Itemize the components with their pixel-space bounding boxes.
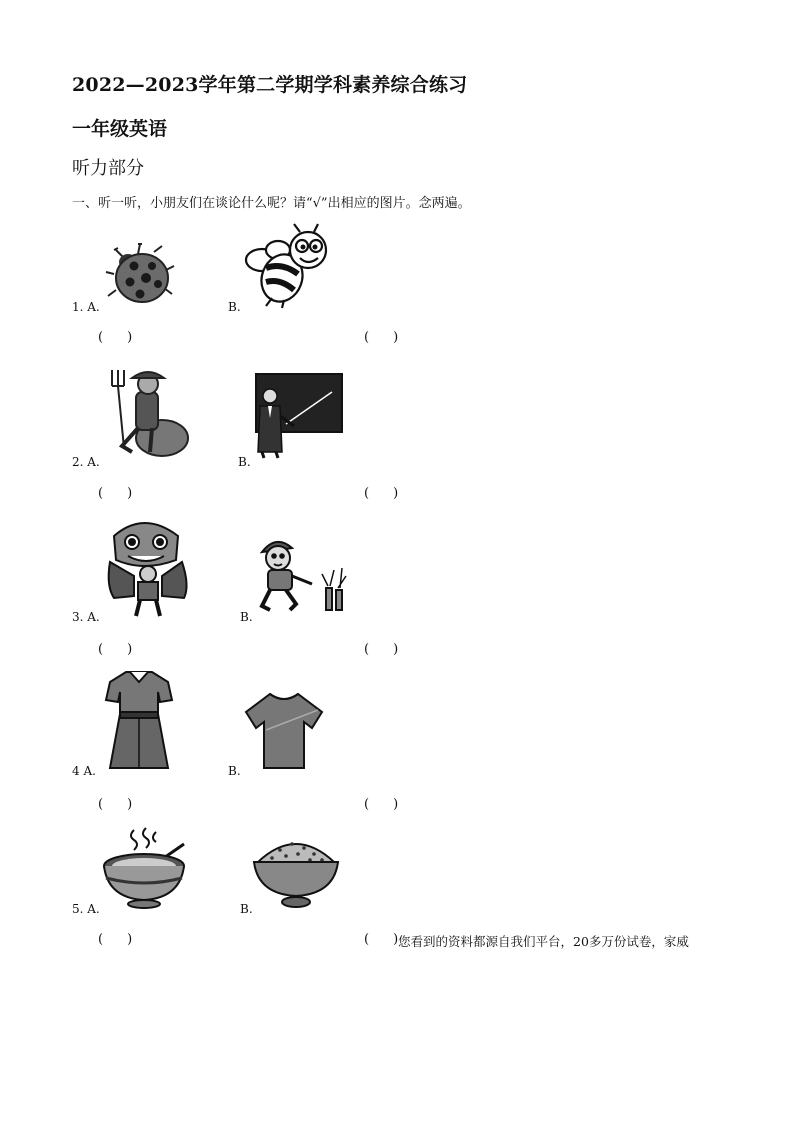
footer-note: 您看到的资料都源自我们平台，20多万份试卷，家威 xyxy=(398,934,689,949)
page-title: 2022—2023学年第二学期学科素养综合练习 xyxy=(72,74,468,96)
soup-bowl-icon xyxy=(102,826,190,908)
q1-answer-a[interactable]: ( ) xyxy=(98,330,133,345)
ladybug-icon xyxy=(104,238,176,308)
farmer-icon xyxy=(102,366,190,460)
q2-answer-a[interactable]: ( ) xyxy=(98,486,133,501)
q5-answer-b[interactable]: ( ) xyxy=(364,932,399,947)
q1-answer-b[interactable]: ( ) xyxy=(364,330,399,345)
section-heading: 听力部分 xyxy=(72,158,144,179)
rice-bowl-icon xyxy=(252,830,340,910)
bee-icon xyxy=(244,222,334,308)
teacher-icon xyxy=(252,372,346,460)
q3-label-b: B. xyxy=(240,610,253,624)
q3-label-a: 3. A. xyxy=(72,610,100,624)
lion-dance-icon xyxy=(104,516,192,620)
q1-label-a: 1. A. xyxy=(72,300,100,314)
q5-label-b: B. xyxy=(240,902,253,916)
dress-icon xyxy=(104,668,174,772)
q5-label-a: 5. A. xyxy=(72,902,100,916)
page-subtitle: 一年级英语 xyxy=(72,118,168,140)
q3-answer-a[interactable]: ( ) xyxy=(98,642,133,657)
instruction-text: 一、听一听，小朋友们在谈论什么呢？请“√”出相应的图片。念两遍。 xyxy=(72,196,471,211)
q5-answer-a[interactable]: ( ) xyxy=(98,932,133,947)
q4-answer-b[interactable]: ( ) xyxy=(364,797,399,812)
q2-answer-b[interactable]: ( ) xyxy=(364,486,399,501)
firecracker-boy-icon xyxy=(256,534,352,616)
q4-answer-a[interactable]: ( ) xyxy=(98,797,133,812)
t-shirt-icon xyxy=(244,690,324,770)
q4-label-a: 4 A. xyxy=(72,764,96,778)
q2-label-b: B. xyxy=(238,455,251,469)
q4-label-b: B. xyxy=(228,764,241,778)
q1-label-b: B. xyxy=(228,300,241,314)
q2-label-a: 2. A. xyxy=(72,455,100,469)
q3-answer-b[interactable]: ( ) xyxy=(364,642,399,657)
